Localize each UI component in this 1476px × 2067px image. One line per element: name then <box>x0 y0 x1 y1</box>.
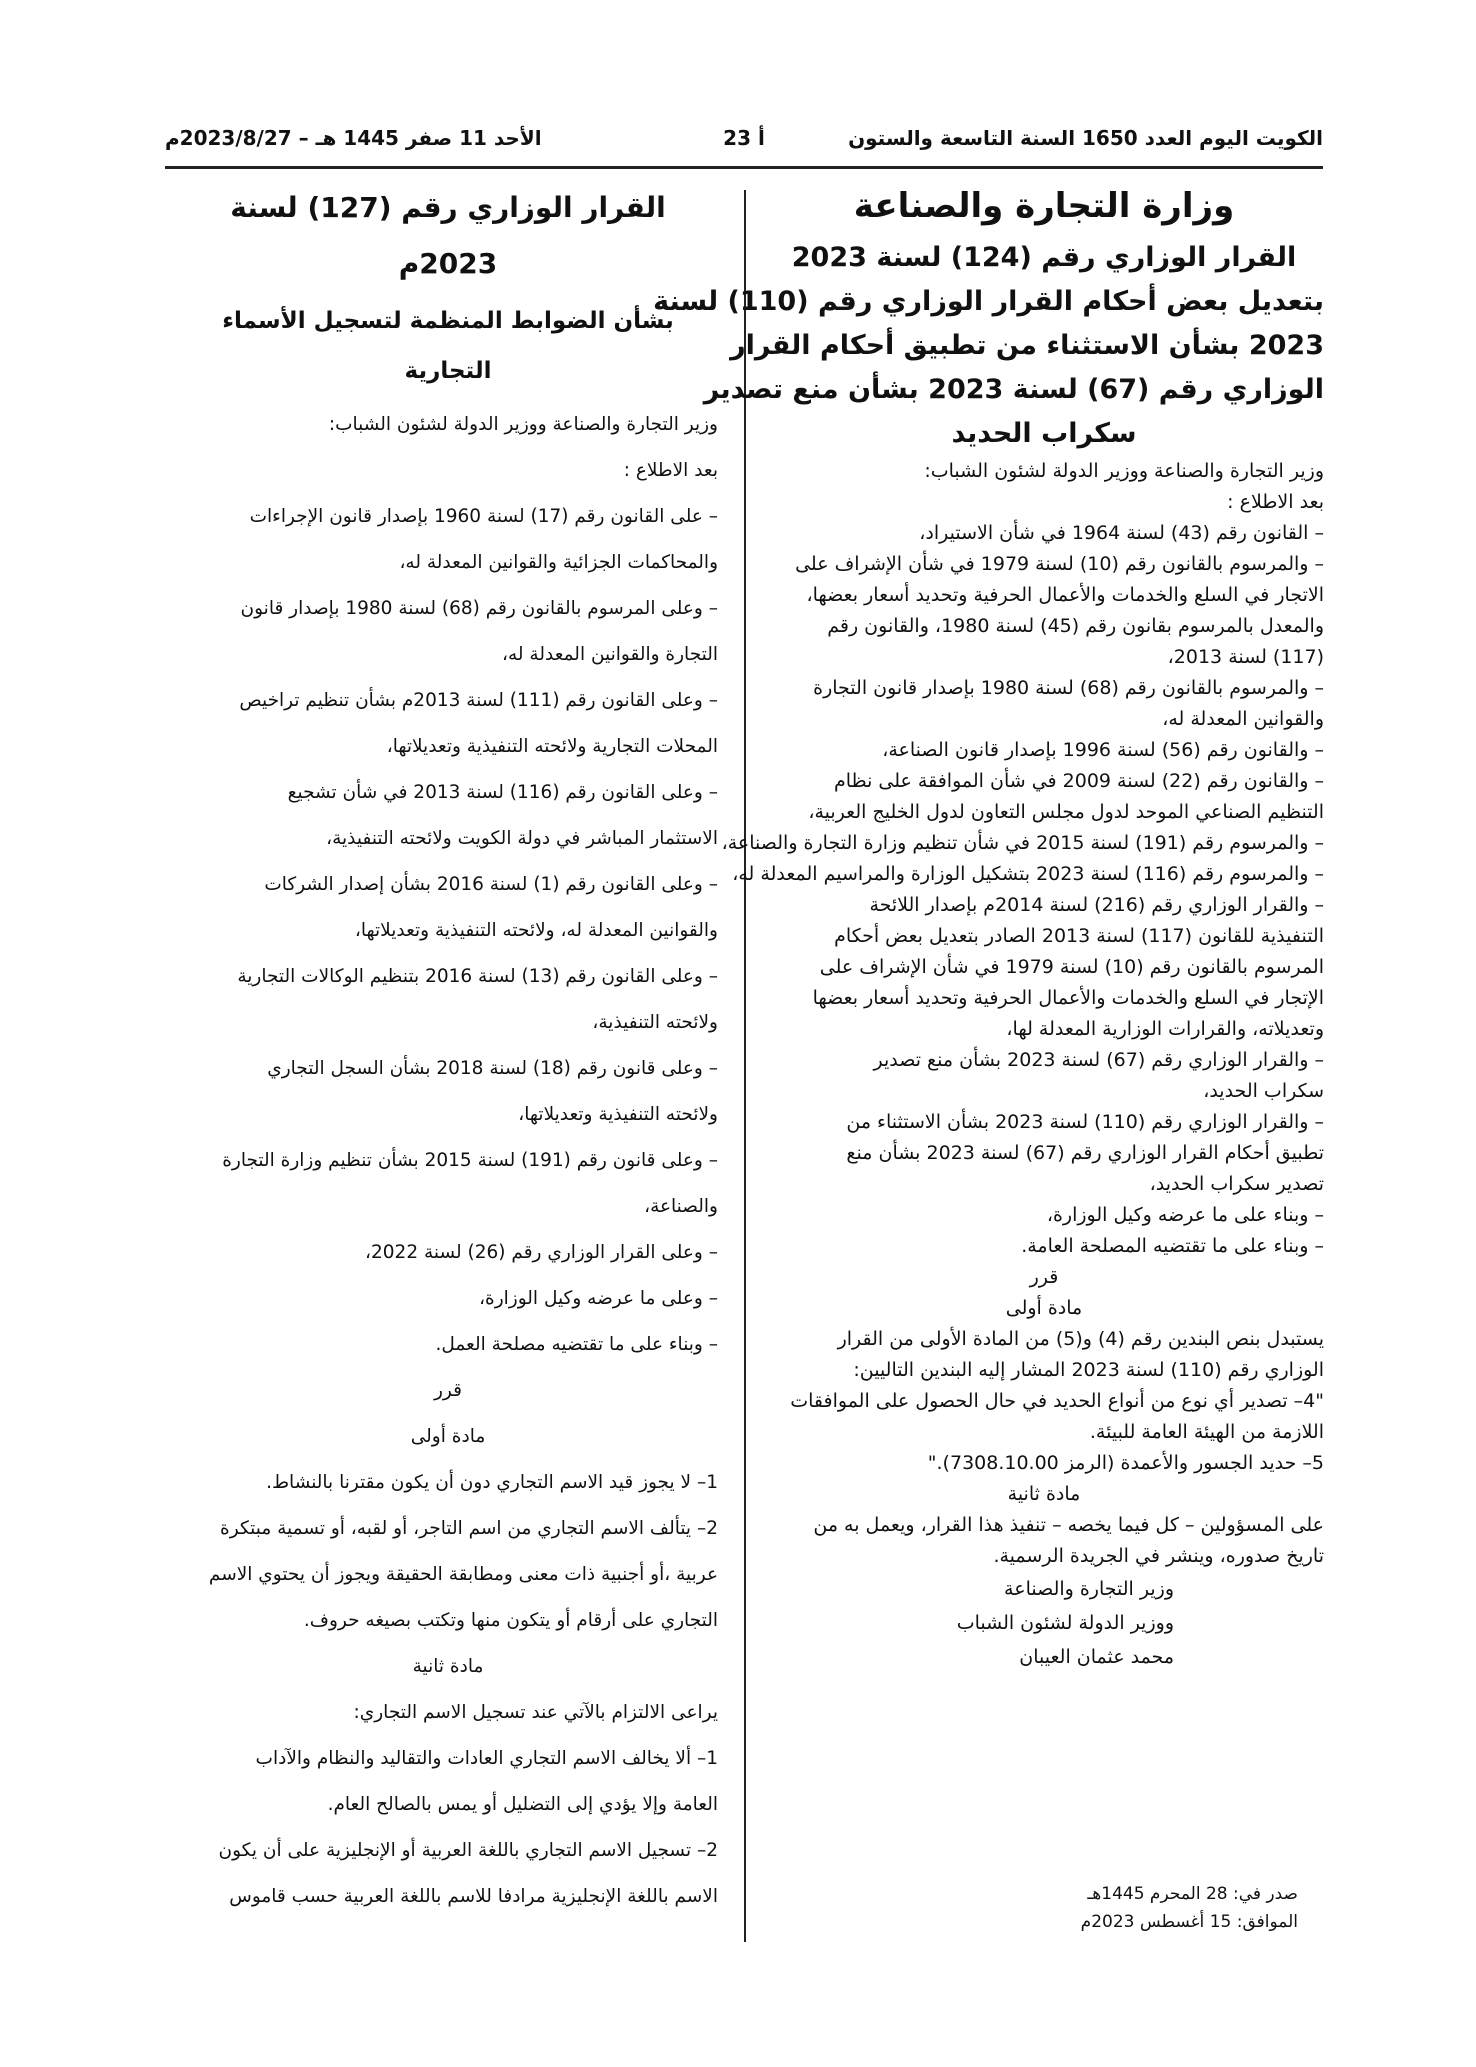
text-line: والمحاكمات الجزائية والقوانين المعدلة له، <box>399 552 718 573</box>
issued-date-block <box>1081 1880 1298 1936</box>
text-line: والصناعة، <box>644 1196 718 1217</box>
text-line: وتعديلاته، والقرارات الوزارية المعدلة لها، <box>1006 1018 1324 1040</box>
text-line: – وعلى قانون رقم (18) لسنة 2018 بشأن السجل التجاري <box>267 1058 718 1079</box>
article-1-heading: مادة أولى <box>1005 1297 1083 1319</box>
article-1-body <box>178 1460 718 1644</box>
text-line: بعد الاطلاع : <box>1227 491 1324 513</box>
text-line: تصدير سكراب الحديد، <box>1149 1173 1324 1195</box>
text-line: – وبناء على ما تقتضيه المصلحة العامة. <box>1021 1235 1324 1257</box>
text-line: – على القانون رقم (17) لسنة 1960 بإصدار قانون الإجراءات <box>249 506 718 527</box>
text-line: التجارة والقوانين المعدلة له، <box>502 644 718 665</box>
text-line: تطبيق أحكام القرار الوزاري رقم (67) لسنة 2023 بشأن منع <box>846 1142 1324 1164</box>
signature-title: ووزير الدولة لشئون الشباب <box>956 1612 1174 1634</box>
text-line: سكراب الحديد، <box>1203 1080 1324 1102</box>
text-line: التجاري على أرقام أو يتكون منها وتكتب بصيغه حروف. <box>303 1610 718 1631</box>
text-line: اللازمة من الهيئة العامة للبيئة. <box>1089 1421 1324 1443</box>
text-line: الإتجار في السلع والخدمات والأعمال الحرفية وتحديد أسعار بعضها <box>812 987 1324 1009</box>
text-line: – والقرار الوزاري رقم (67) لسنة 2023 بشأن منع تصدير <box>873 1049 1324 1071</box>
decision-127-preamble <box>178 402 718 1368</box>
decision-124-preamble <box>721 456 1324 1262</box>
issued-hijri-date: صدر في: 28 المحرم 1445هـ <box>1087 1884 1298 1904</box>
text-line: والقوانين المعدلة له، ولائحته التنفيذية وتعديلاتها، <box>354 920 718 941</box>
text-line: 2– يتألف الاسم التجاري من اسم التاجر، أو لقبه، أو تسمية مبتكرة <box>220 1518 718 1539</box>
text-line: – وعلى القانون رقم (1) لسنة 2016 بشأن إصدار الشركات <box>264 874 718 895</box>
page-number: أ 23 <box>723 126 765 150</box>
signature-block <box>764 1572 1324 1674</box>
signature-title: وزير التجارة والصناعة <box>1004 1578 1174 1600</box>
text-line: – والقرار الوزاري رقم (216) لسنة 2014م بإصدار اللائحة <box>869 894 1324 916</box>
text-line: – والمرسوم بالقانون رقم (68) لسنة 1980 بإصدار قانون التجارة <box>813 677 1324 699</box>
text-line: – وعلى المرسوم بالقانون رقم (68) لسنة 1980 بإصدار قانون <box>240 598 718 619</box>
title-line: القرار الوزاري رقم (124) لسنة 2023 <box>791 242 1297 273</box>
text-line: ولائحته التنفيذية، <box>592 1012 718 1033</box>
text-line: 5– حديد الجسور والأعمدة (الرمز 7308.10.00)." <box>927 1452 1324 1474</box>
text-line: الاستثمار المباشر في دولة الكويت ولائحته التنفيذية، <box>326 828 718 849</box>
text-line: التنظيم الصناعي الموحد لدول مجلس التعاون لدول الخليج العربية، <box>808 801 1324 823</box>
publication-date: الأحد 11 صفر 1445 هـ – 2023/8/27م <box>165 126 542 150</box>
text-line: وزير التجارة والصناعة ووزير الدولة لشئون الشباب: <box>328 414 718 435</box>
left-column <box>178 180 718 1920</box>
text-line: يراعى الالتزام بالآتي عند تسجيل الاسم التجاري: <box>353 1702 718 1723</box>
page-header <box>165 118 1323 169</box>
text-line: المحلات التجارية ولائحته التنفيذية وتعديلاتها، <box>386 736 718 757</box>
text-line: العامة وإلا يؤدي إلى التضليل أو يمس بالصالح العام. <box>327 1794 718 1815</box>
text-line: – وبناء على ما تقتضيه مصلحة العمل. <box>435 1334 718 1355</box>
text-line: – والمرسوم رقم (116) لسنة 2023 بتشكيل الوزارة والمراسيم المعدلة له، <box>732 863 1324 885</box>
text-line: – وعلى القانون رقم (116) لسنة 2013 في شأن تشجيع <box>287 782 718 803</box>
decision-124-title <box>653 236 1324 456</box>
article-2-heading: مادة ثانية <box>1007 1483 1081 1505</box>
text-line: – والقانون رقم (56) لسنة 1996 بإصدار قانون الصناعة، <box>882 739 1324 761</box>
ministry-heading: وزارة التجارة والصناعة <box>853 186 1235 226</box>
text-line: على المسؤولين – كل فيما يخصه – تنفيذ هذا القرار، ويعمل به من <box>813 1514 1324 1536</box>
text-line: – وعلى ما عرضه وكيل الوزارة، <box>479 1288 718 1309</box>
text-line: – والمرسوم بالقانون رقم (10) لسنة 1979 في شأن الإشراف على <box>795 553 1324 575</box>
text-line: – وعلى قانون رقم (191) لسنة 2015 بشأن تنظيم وزارة التجارة <box>222 1150 718 1171</box>
text-line: ولائحته التنفيذية وتعديلاتها، <box>518 1104 718 1125</box>
text-line: الوزاري رقم (110) لسنة 2023 المشار إليه البندين التاليين: <box>853 1359 1324 1381</box>
text-line: والمعدل بالمرسوم بقانون رقم (45) لسنة 1980، والقانون رقم <box>827 615 1324 637</box>
text-line: – والقانون رقم (22) لسنة 2009 في شأن الموافقة على نظام <box>833 770 1324 792</box>
text-line: وزير التجارة والصناعة ووزير الدولة لشئون الشباب: <box>924 460 1324 482</box>
article-1-heading: مادة أولى <box>410 1426 486 1447</box>
text-line: الاتجار في السلع والخدمات والأعمال الحرفية وتحديد أسعار بعضها، <box>806 584 1324 606</box>
text-line: يستبدل بنص البندين رقم (4) و(5) من المادة الأولى من القرار <box>837 1328 1324 1350</box>
title-line: 2023 بشأن الاستثناء من تطبيق أحكام القرار <box>730 330 1324 361</box>
column-divider <box>744 190 746 1942</box>
text-line: والقوانين المعدلة له، <box>1162 708 1324 730</box>
decision-127-subtitle: بشأن الضوابط المنظمة لتسجيل الأسماء التجارية <box>222 308 674 384</box>
text-line: 2– تسجيل الاسم التجاري باللغة العربية أو الإنجليزية على أن يكون <box>218 1840 718 1861</box>
qarar-heading: قرر <box>1029 1266 1059 1288</box>
article-1-body <box>764 1324 1324 1479</box>
text-line: – والقرار الوزاري رقم (110) لسنة 2023 بشأن الاستثناء من <box>846 1111 1324 1133</box>
title-line: الوزاري رقم (67) لسنة 2023 بشأن منع تصدير <box>703 374 1324 405</box>
text-line: التنفيذية للقانون (117) لسنة 2013 الصادر بتعديل بعض أحكام <box>834 925 1324 947</box>
text-line: 1– ألا يخالف الاسم التجاري العادات والتقاليد والنظام والآداب <box>255 1748 718 1769</box>
text-line: – وعلى القرار الوزاري رقم (26) لسنة 2022، <box>365 1242 718 1263</box>
issued-gregorian-date: الموافق: 15 أغسطس 2023م <box>1080 1912 1298 1932</box>
article-2-body <box>178 1690 718 1920</box>
gazette-issue-info: الكويت اليوم العدد 1650 السنة التاسعة والستون <box>848 126 1323 150</box>
text-line: تاريخ صدوره، وينشر في الجريدة الرسمية. <box>993 1545 1324 1567</box>
text-line: – القانون رقم (43) لسنة 1964 في شأن الاستيراد، <box>919 522 1324 544</box>
text-line: – وبناء على ما عرضه وكيل الوزارة، <box>1046 1204 1324 1226</box>
text-line: "4– تصدير أي نوع من أنواع الحديد في حال الحصول على الموافقات <box>790 1390 1324 1412</box>
text-line: – والمرسوم رقم (191) لسنة 2015 في شأن تنظيم وزارة التجارة والصناعة، <box>721 832 1324 854</box>
title-line: سكراب الحديد <box>951 418 1137 449</box>
text-line: المرسوم بالقانون رقم (10) لسنة 1979 في شأن الإشراف على <box>819 956 1324 978</box>
title-line: بتعديل بعض أحكام القرار الوزاري رقم (110) لسنة <box>653 286 1324 317</box>
text-line: عربية ،أو أجنبية ذات معنى ومطابقة الحقيقة ويجوز أن يحتوي الاسم <box>208 1564 718 1585</box>
text-line: 1– لا يجوز قيد الاسم التجاري دون أن يكون مقترنا بالنشاط. <box>266 1472 718 1493</box>
text-line: (117) لسنة 2013، <box>1167 646 1324 668</box>
text-line: – وعلى القانون رقم (13) لسنة 2016 بتنظيم الوكالات التجارية <box>237 966 718 987</box>
text-line: الاسم باللغة الإنجليزية مرادفا للاسم باللغة العربية حسب قاموس <box>229 1886 718 1907</box>
article-2-heading: مادة ثانية <box>412 1656 484 1677</box>
article-2-body <box>764 1510 1324 1572</box>
decision-127-title: القرار الوزاري رقم (127) لسنة 2023م <box>230 191 666 280</box>
qarar-heading: قرر <box>434 1380 462 1401</box>
text-line: بعد الاطلاع : <box>623 460 718 481</box>
text-line: – وعلى القانون رقم (111) لسنة 2013م بشأن تنظيم تراخيص <box>239 690 718 711</box>
signatory-name: محمد عثمان العيبان <box>1019 1646 1174 1668</box>
